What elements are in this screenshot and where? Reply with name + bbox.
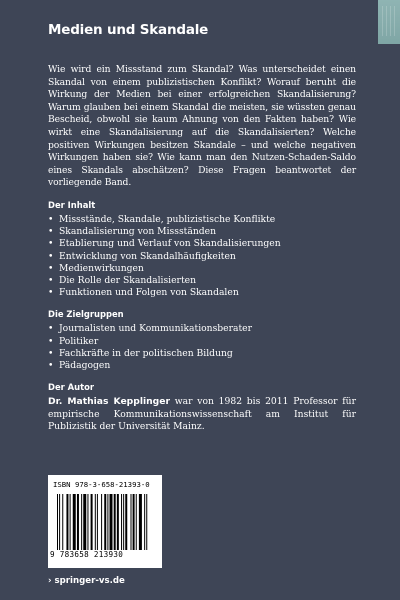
intro-paragraph: Wie wird ein Missstand zum Skandal? Was unterscheidet einen Skandal von einem publizistischen Konflikt? Worauf beruht die Wirkung der Medien bei einer erfolgreichen Skandalisierung? Warum glauben bei einem Skandal die meisten, sie wüssten genau Bescheid, obwohl sie kaum Ahnung von den Fakten haben? Wie wirkt eine Skandalisierung auf die Skandalisierten? Welche positiven Wirkungen besitzen Skandale – und welche negativen Wirkungen haben sie? Wie kann man den Nutzen-Schaden-Saldo eines Skandals abschätzen? Diese Fragen beantwortet der vorliegende Band. — [48, 64, 356, 189]
barcode-bar — [146, 494, 147, 550]
author-name: Dr. Mathias Kepplinger — [48, 396, 171, 408]
barcode-bar — [81, 494, 82, 550]
section-zielgruppen — [48, 309, 356, 372]
barcode-bar — [114, 494, 116, 550]
isbn-barcode — [48, 475, 162, 568]
inhalt-list — [48, 214, 356, 299]
list-item: • Skandalisierung von Missständen — [48, 226, 356, 238]
barcode-bar — [131, 494, 132, 550]
barcode-bar — [139, 494, 142, 550]
barcode-bar — [136, 494, 137, 550]
barcode-bar — [83, 494, 86, 550]
list-item: • Journalisten und Kommunikationsberater — [48, 323, 356, 335]
barcode-bar — [87, 494, 88, 550]
barcode-bar — [117, 494, 119, 550]
barcode-bar — [101, 494, 102, 550]
barcode-bar — [107, 494, 108, 550]
barcode-bars — [57, 494, 153, 552]
list-item: • Fachkräfte in der politischen Bildung — [48, 348, 356, 360]
barcode-bar — [57, 494, 58, 550]
ean-digits: 9 783658 213930 — [50, 550, 124, 559]
barcode-bar — [59, 494, 60, 550]
list-item: • Medienwirkungen — [48, 263, 356, 275]
section-heading-inhalt: Der Inhalt — [48, 199, 96, 210]
author-bio-text: war von 1982 bis 2011 Professor für empirische Kommunikationswissenschaft am Institut für Publizistik der Universität Mainz. — [48, 396, 356, 433]
section-heading-autor: Der Autor — [48, 382, 95, 393]
author-bio — [48, 396, 356, 434]
list-item: • Etablierung und Verlauf von Skandalisierungen — [48, 238, 356, 250]
publisher-website[interactable]: › springer-vs.de — [48, 576, 125, 586]
section-heading-zielgruppen: Die Zielgruppen — [48, 309, 124, 320]
barcode-bar — [70, 494, 71, 550]
barcode-bar — [123, 494, 124, 550]
section-autor — [48, 382, 356, 434]
barcode-bar — [144, 494, 145, 550]
barcode-bar — [97, 494, 98, 550]
barcode-bar — [125, 494, 127, 550]
cover-color-strip — [378, 0, 400, 44]
barcode-bar — [91, 494, 93, 550]
barcode-bar — [62, 494, 63, 550]
list-item: • Missstände, Skandale, publizistische Konflikte — [48, 214, 356, 226]
list-item: • Die Rolle der Skandalisierten — [48, 275, 356, 287]
list-item: • Entwicklung von Skandalhäufigkeiten — [48, 251, 356, 263]
list-item: • Funktionen und Folgen von Skandalen — [48, 287, 356, 299]
list-item: • Pädagogen — [48, 360, 356, 372]
barcode-bar — [95, 494, 96, 550]
list-item: • Politiker — [48, 336, 356, 348]
barcode-bar — [121, 494, 122, 550]
section-inhalt — [48, 200, 356, 299]
barcode-bar — [104, 494, 106, 550]
barcode-bar — [110, 494, 113, 550]
zielgruppen-list — [48, 323, 356, 372]
barcode-bar — [133, 494, 135, 550]
barcode-bar — [73, 494, 76, 550]
book-title: Medien und Skandale — [48, 22, 209, 38]
isbn-label: ISBN 978-3-658-21393-0 — [53, 480, 150, 489]
barcode-bar — [77, 494, 79, 550]
back-cover-content — [48, 64, 356, 434]
barcode-bar — [66, 494, 68, 550]
